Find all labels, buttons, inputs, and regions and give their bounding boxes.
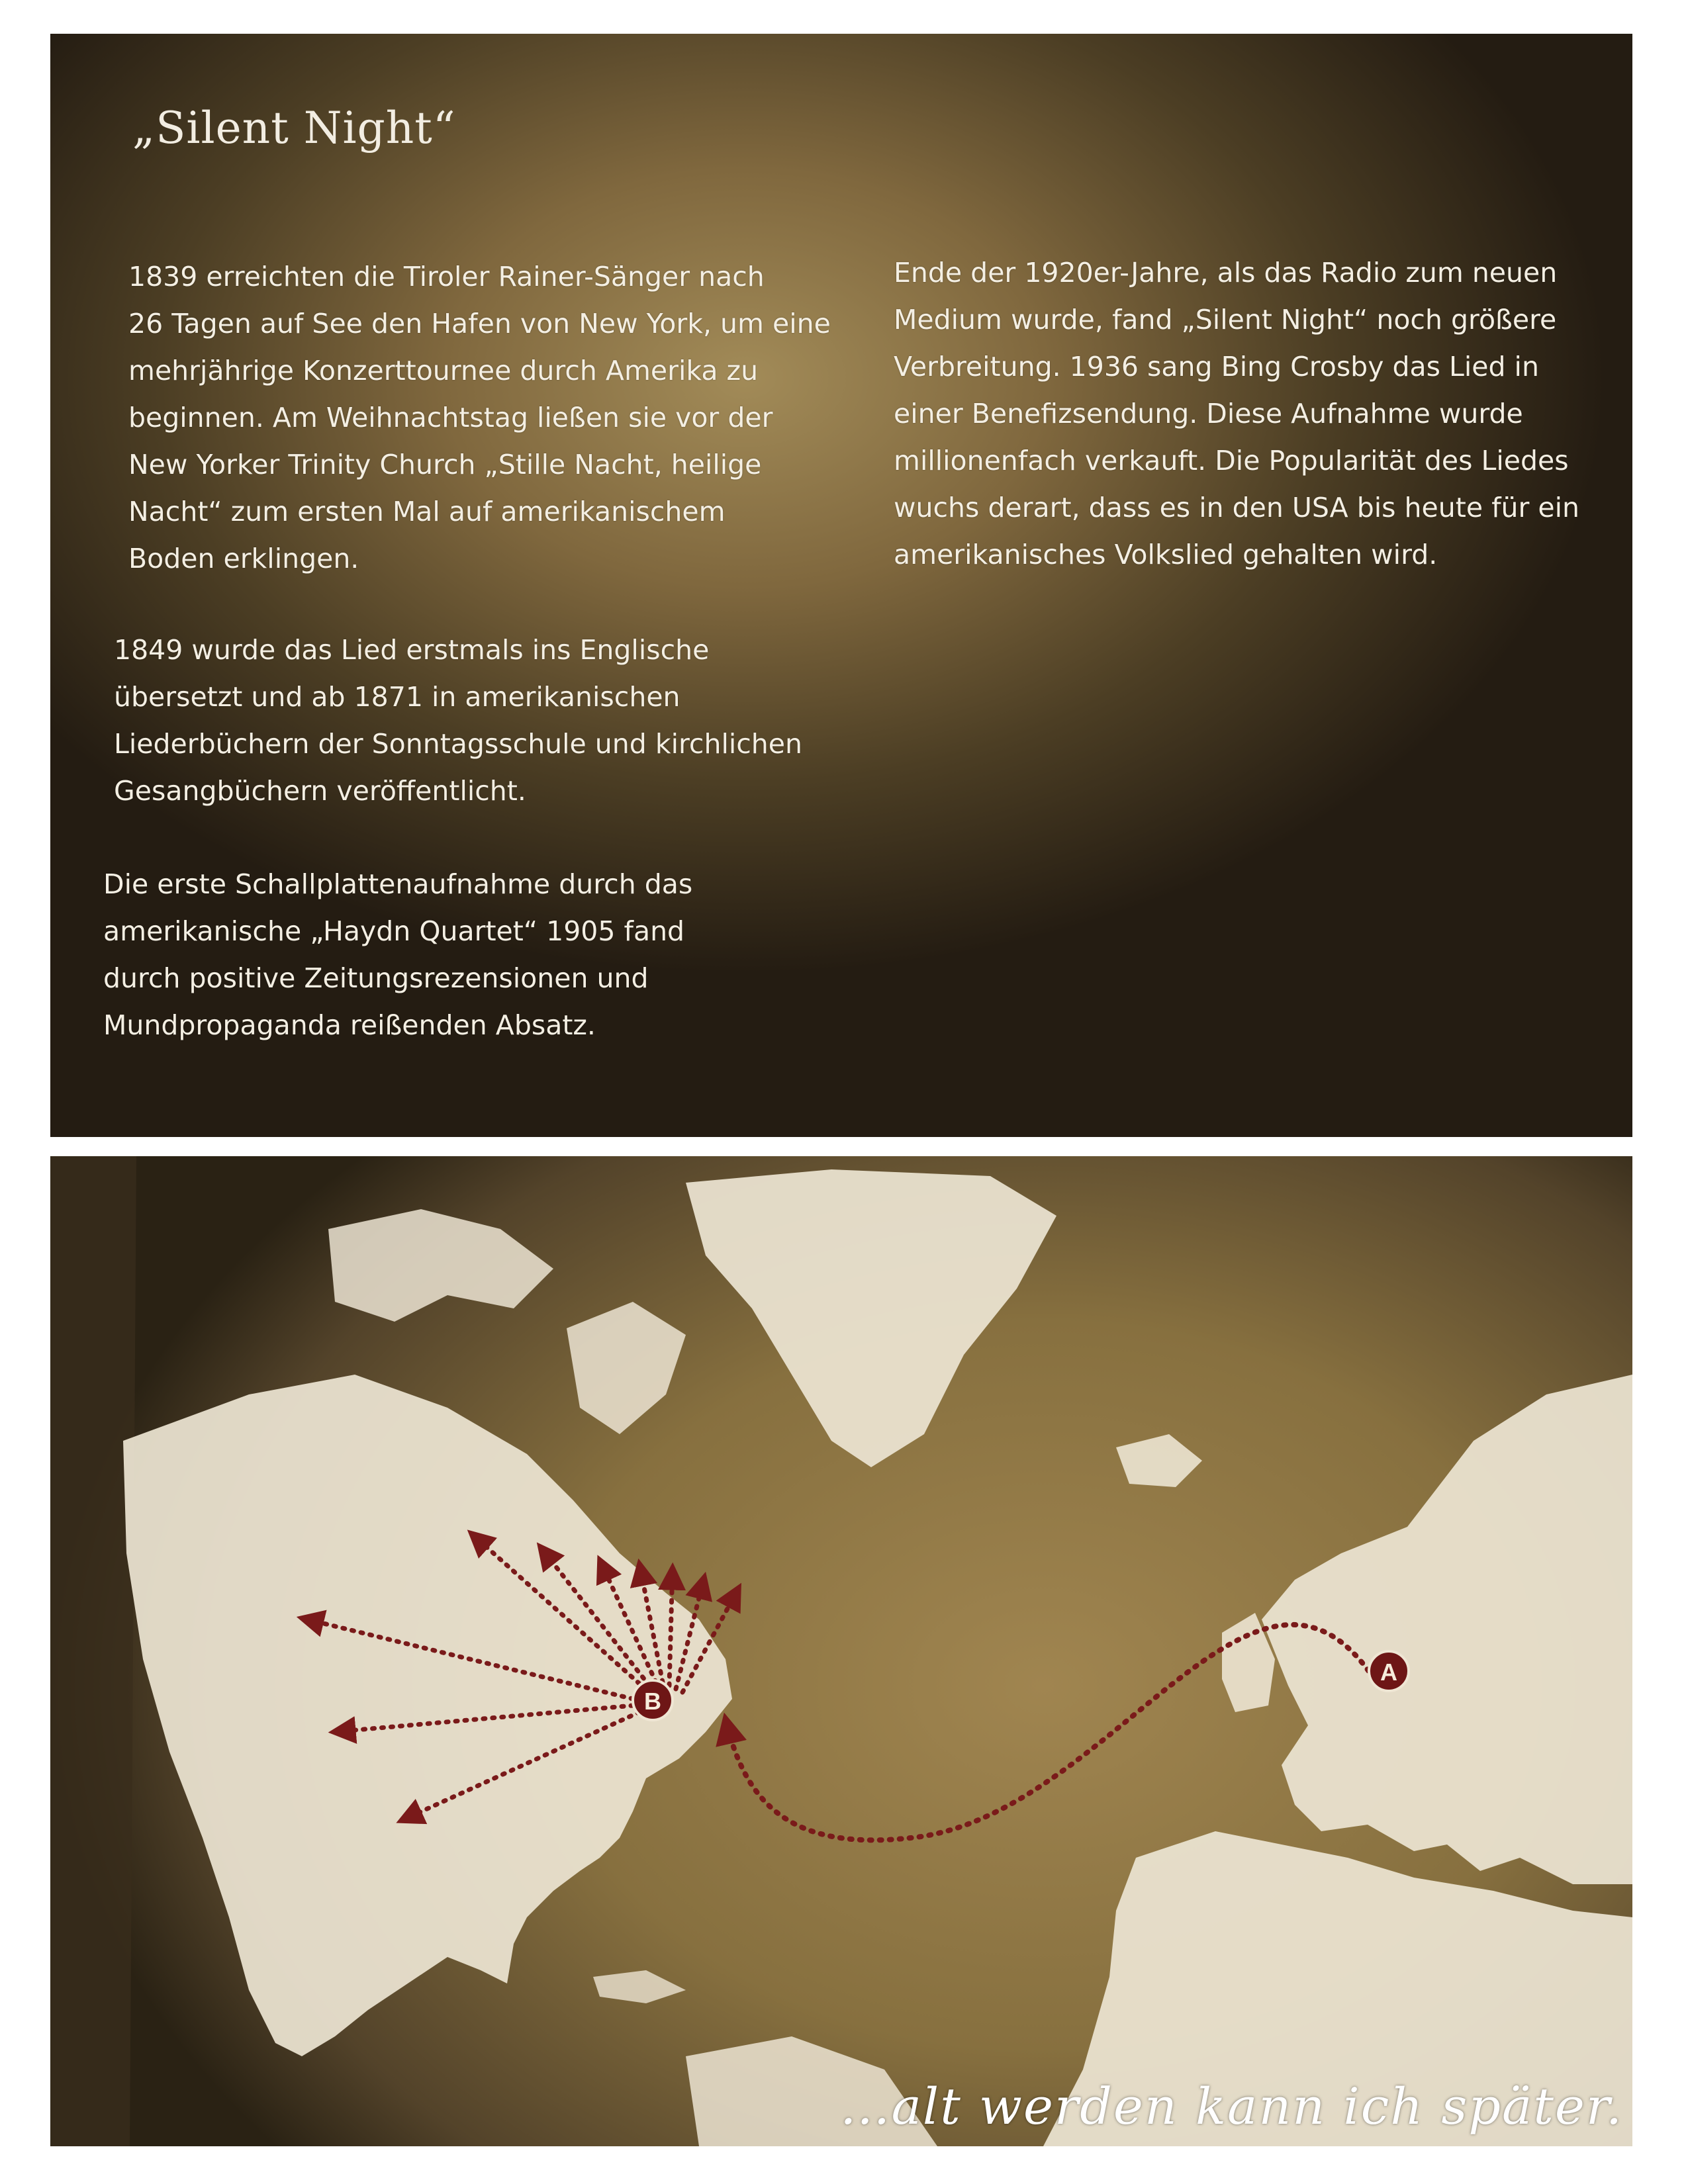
- map-photo: [50, 1156, 1632, 2146]
- marker-a-label: A: [1380, 1659, 1397, 1686]
- photo-edge-shadow: [50, 1156, 136, 2146]
- marker-b: [633, 1680, 673, 1720]
- world-map: [50, 1156, 1632, 2146]
- greenland-land: [686, 1169, 1056, 1467]
- arctic-islands: [328, 1209, 553, 1322]
- handwritten-caption: …alt werden kann ich später.: [839, 2077, 1623, 2136]
- baffin-island: [567, 1302, 686, 1434]
- marker-b-label: B: [644, 1688, 661, 1715]
- sign-title: „Silent Night“: [132, 103, 456, 154]
- paragraph-1839: 1839 erreichten die Tiroler Rainer-Sänger nach 26 Tagen auf See den Hafen von New York, um eine mehrjährige Konzerttournee durch Amerika zu beginnen. Am Weihnachtstag ließen sie vor der New Yorker Trinity Church „Stille Nacht, heilige Nacht“ zum ersten Mal auf amerikanischem Boden erklingen.: [128, 261, 831, 574]
- caribbean-islands: [593, 1970, 686, 2003]
- paragraph-1849: 1849 wurde das Lied erstmals ins Englische übersetzt und ab 1871 in amerikanischen Liederbüchern der Sonntagsschule und kirchlichen Gesangbüchern veröffentlicht.: [114, 634, 802, 807]
- iceland-land: [1116, 1434, 1202, 1487]
- marker-a: [1369, 1651, 1409, 1691]
- paragraph-1905: Die erste Schallplattenaufnahme durch das amerikanische „Haydn Quartet“ 1905 fand durch positive Zeitungsrezensionen und Mundpropaganda reißenden Absatz.: [103, 868, 693, 1041]
- paragraph-1920s: Ende der 1920er-Jahre, als das Radio zum neuen Medium wurde, fand „Silent Night“ noch größere Verbreitung. 1936 sang Bing Crosby das Lied in einer Benefizsendung. Diese Aufnahme wurde millionenfach verkauft. Die Popularität des Liedes wuchs derart, dass es in den USA bis heute für ein amerikanisches Volkslied gehalten wird.: [894, 257, 1579, 570]
- exhibit-sign-photo: [50, 34, 1632, 1137]
